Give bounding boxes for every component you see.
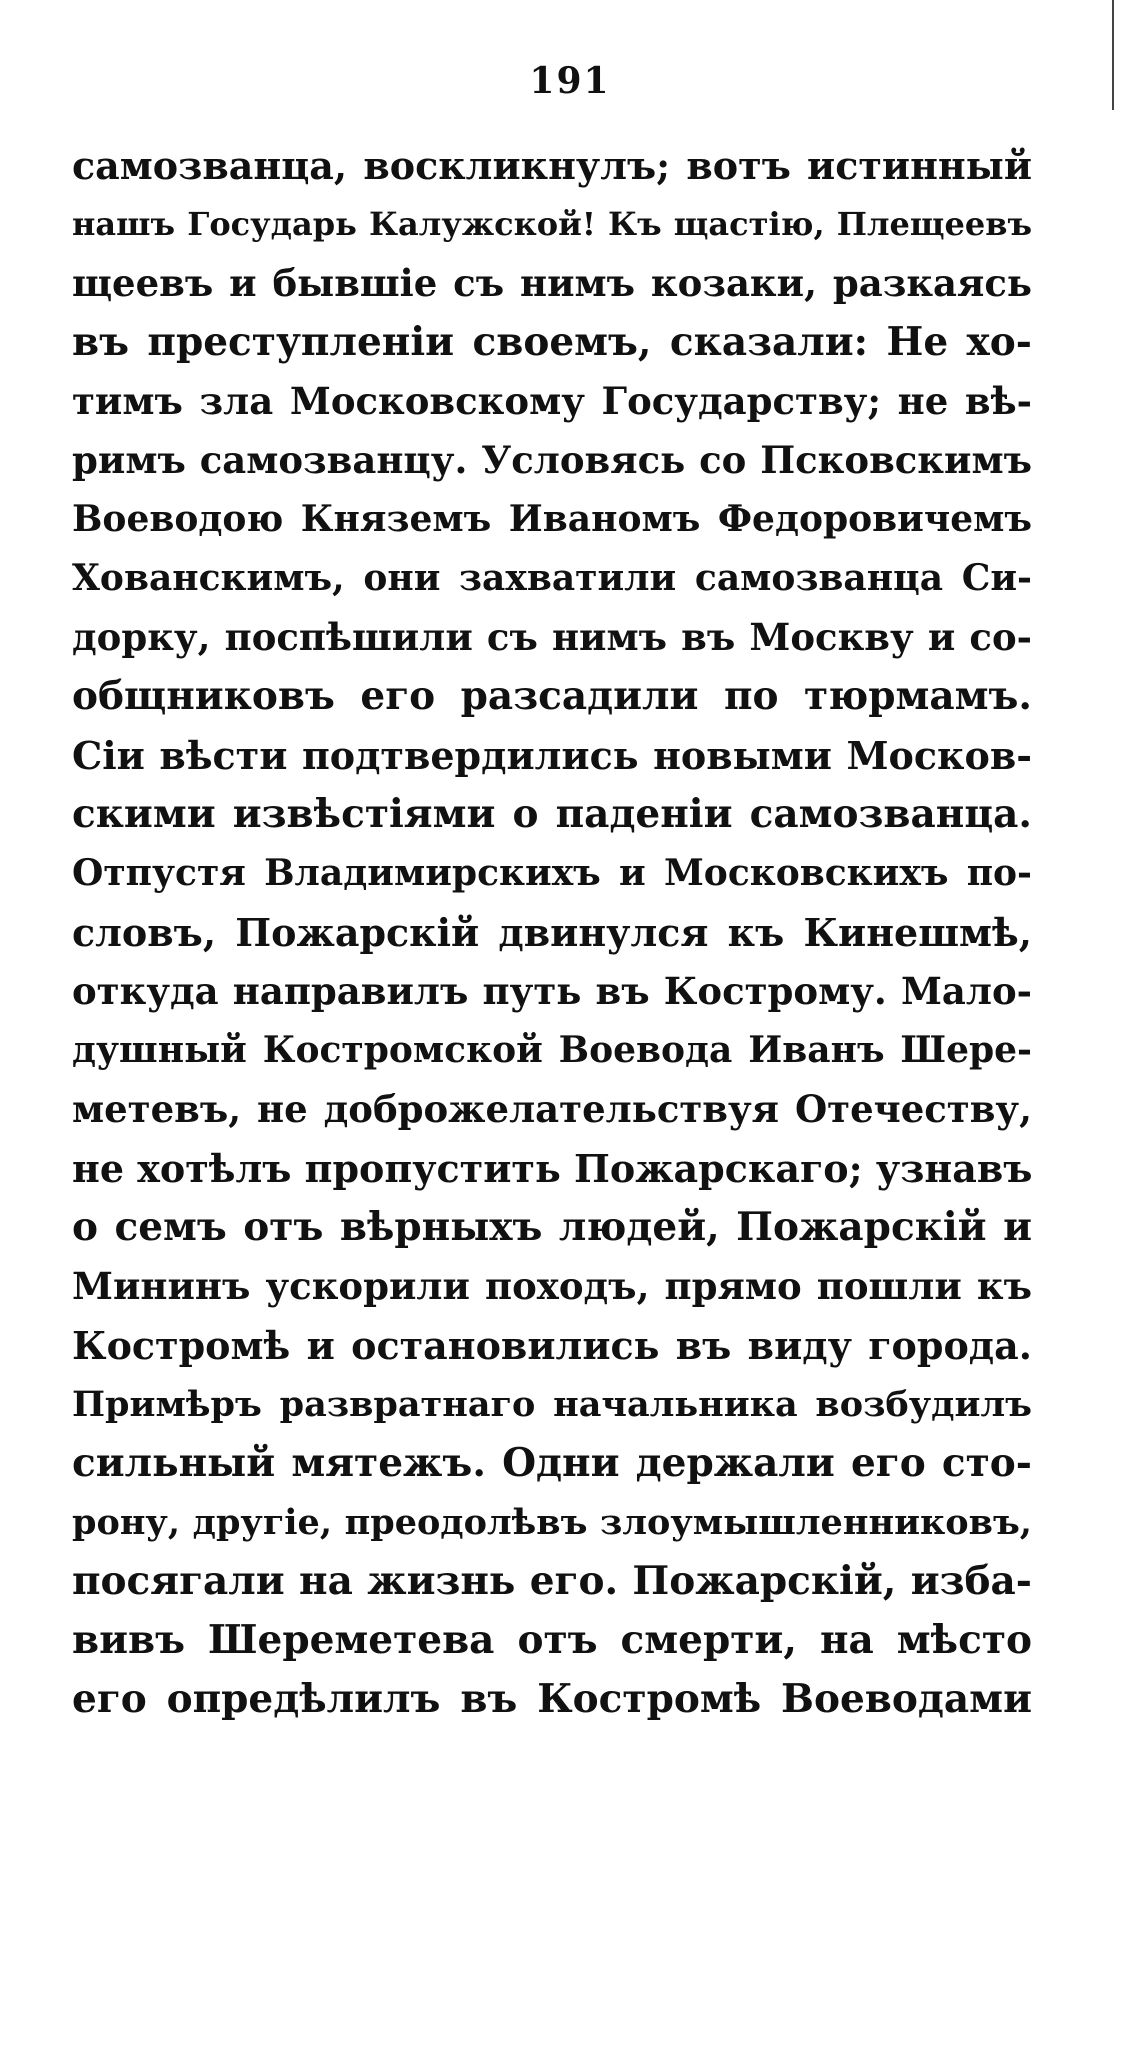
text-line: Костромѣ и остановились въ виду города. (72, 1323, 1032, 1368)
text-line: нашъ Государь Калужской! Къ щастію, Плещеевъ (72, 205, 1032, 243)
text-line: вивъ Шереметева отъ смерти, на мѣсто (72, 1617, 1032, 1663)
text-line: дорку, поспѣшили съ нимъ въ Москву и со- (72, 615, 1032, 659)
text-line: общниковъ его разсадили по тюрмамъ. (72, 673, 1032, 719)
text-line: скими извѣстіями о паденіи самозванца. (72, 791, 1032, 837)
text-line: сильный мятежъ. Одни держали его сто- (72, 1440, 1032, 1486)
text-line: тимъ зла Московскому Государству; не вѣ- (72, 379, 1032, 423)
text-line: посягали на жизнь его. Пожарскій, избa- (72, 1558, 1032, 1604)
page-number: 191 (529, 60, 611, 102)
text-line: рону, другіе, преодолѣвъ злоумышленниковъ, (72, 1502, 1032, 1543)
text-line: Примѣръ развратнаго начальника возбудилъ (72, 1384, 1032, 1425)
text-line: словъ, Пожарскій двинулся къ Кинешмѣ, (72, 910, 1032, 955)
text-line: метевъ, не доброжелательствуя Отечеству, (72, 1087, 1032, 1131)
text-line: откуда направилъ путь въ Кострому. Мало- (72, 969, 1032, 1013)
text-line: Отпустя Владимирскихъ и Московскихъ по- (72, 852, 1032, 894)
text-line: въ преступленіи своемъ, сказали: Не хо- (72, 319, 1032, 365)
text-line: Мининъ ускорили походъ, прямо пошли къ (72, 1264, 1032, 1308)
text-line: его опредѣлилъ въ Костромѣ Воеводами (72, 1676, 1032, 1722)
text-line: не хотѣлъ пропустить Пожарскаго; узнавъ (72, 1146, 1032, 1191)
text-line: Хованскимъ, они захватили самозванца Си- (72, 557, 1032, 599)
text-line: Воеводою Княземъ Иваномъ Федоровичемъ (72, 498, 1032, 540)
text-line: душный Костромской Воевода Иванъ Шере- (72, 1029, 1032, 1071)
body-text (72, 136, 1032, 1729)
text-line: о семъ отъ вѣрныхъ людей, Пожарскій и (72, 1204, 1032, 1250)
text-line: самозванца, воскликнулъ; вотъ истинный (72, 143, 1032, 188)
text-line: Сіи вѣсти подтвердились новыми Москов- (72, 733, 1032, 778)
text-line: римъ самозванцу. Условясь со Псковскимъ (72, 438, 1032, 482)
text-line: щеевъ и бывшіе съ нимъ козаки, разкаясь (72, 261, 1032, 305)
